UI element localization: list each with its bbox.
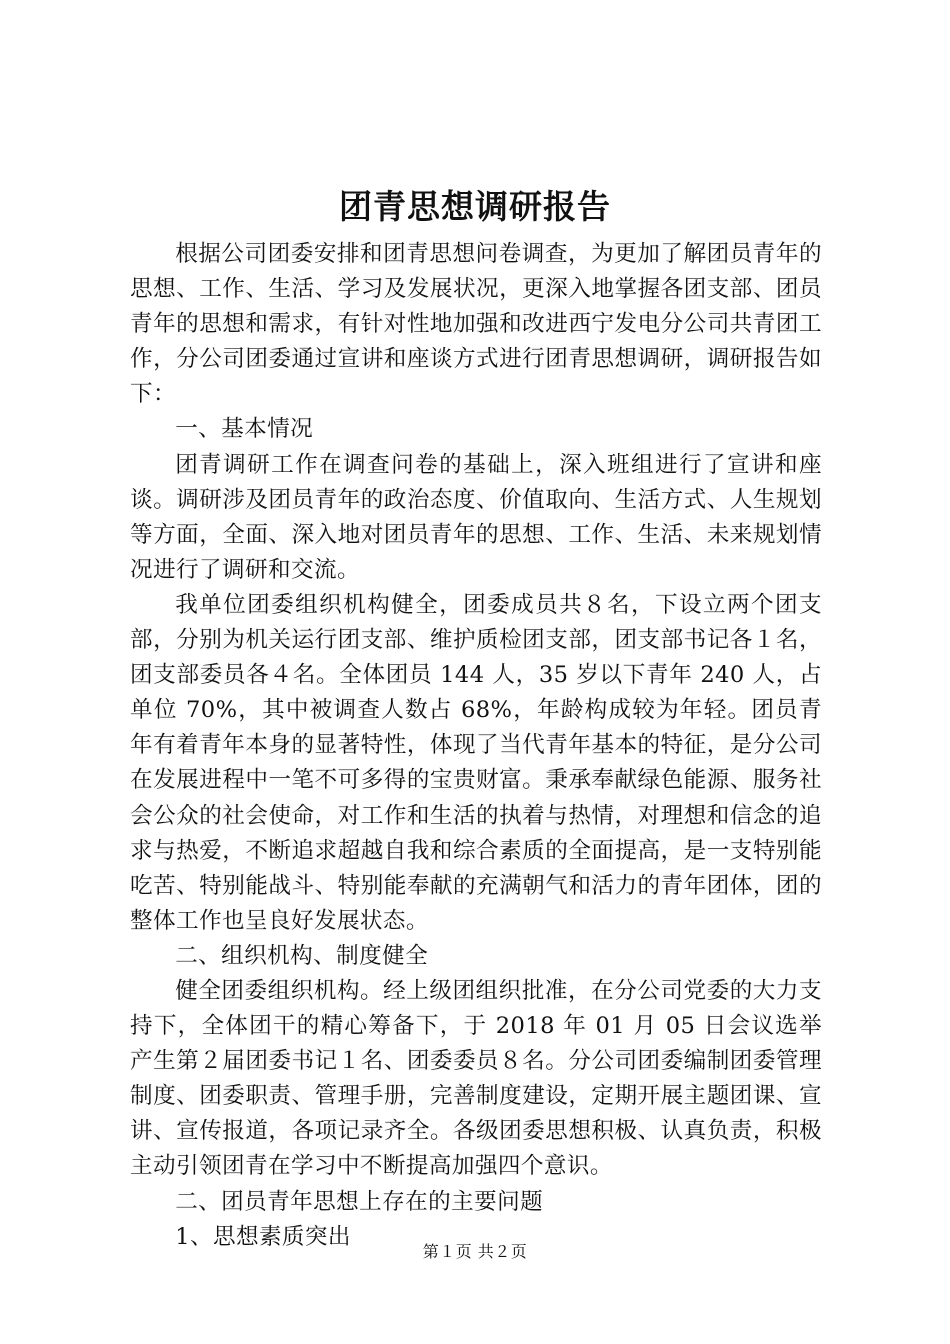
subsection-heading-1: 1、思想素质突出 <box>175 1223 351 1250</box>
section-heading-organization: 二、组织机构、制度健全 <box>175 942 429 969</box>
paragraph-organization-stats: 我单位团委组织机构健全，团委成员共８名，下设立两个团支部，分别为机关运行团支部、维护质检团支部，团支部书记各１名，团支部委员各４名。全体团员 144 人，35 岁以下青年 240 人，占单位 70%，其中被调查人数占 68%，年龄构成较为年轻。团员青年有着青年本身的显著特性，体现了当代青年基本的特征，是分公司在发展进程中一笔不可多得的宝贵财富。秉承奉献绿色能源、服务社会公众的社会使命，对工作和生活的执着与热情，对理想和信念的追求与热爱，不断追求超越自我和综合素质的全面提高，是一支特别能吃苦、特别能战斗、特别能奉献的充满朝气和活力的青年团体，团的整体工作也呈良好发展状态。 <box>130 591 822 934</box>
section-heading-problems: 二、团员青年思想上存在的主要问题 <box>175 1188 544 1215</box>
page-footer: 第１页 共２页 <box>422 1242 528 1261</box>
paragraph-intro: 根据公司团委安排和团青思想问卷调查，为更加了解团员青年的思想、工作、生活、学习及发展状况，更深入地掌握各团支部、团员青年的思想和需求，有针对性地加强和改进西宁发电分公司共青团工作，分公司团委通过宣讲和座谈方式进行团青思想调研，调研报告如下： <box>130 241 822 408</box>
section-heading-basic-situation: 一、基本情况 <box>175 416 314 443</box>
paragraph-survey-work: 团青调研工作在调查问卷的基础上，深入班组进行了宣讲和座谈。调研涉及团员青年的政治态度、价值取向、生活方式、人生规划等方面，全面、深入地对团员青年的思想、工作、生活、未来规划情况进行了调研和交流。 <box>130 451 822 583</box>
document-body <box>130 237 822 1255</box>
paragraph-organization-detail: 健全团委组织机构。经上级团组织批准，在分公司党委的大力支持下，全体团干的精心筹备下，于 2018 年 01 月 05 日会议选举产生第２届团委书记１名、团委委员８名。分公司团委编制团委管理制度、团委职责、管理手册，完善制度建设，定期开展主题团课、宣讲、宣传报道，各项记录齐全。各级团委思想积极、认真负责，积极主动引领团青在学习中不断提高加强四个意识。 <box>130 977 822 1180</box>
document-title: 团青思想调研报告 <box>339 187 611 226</box>
